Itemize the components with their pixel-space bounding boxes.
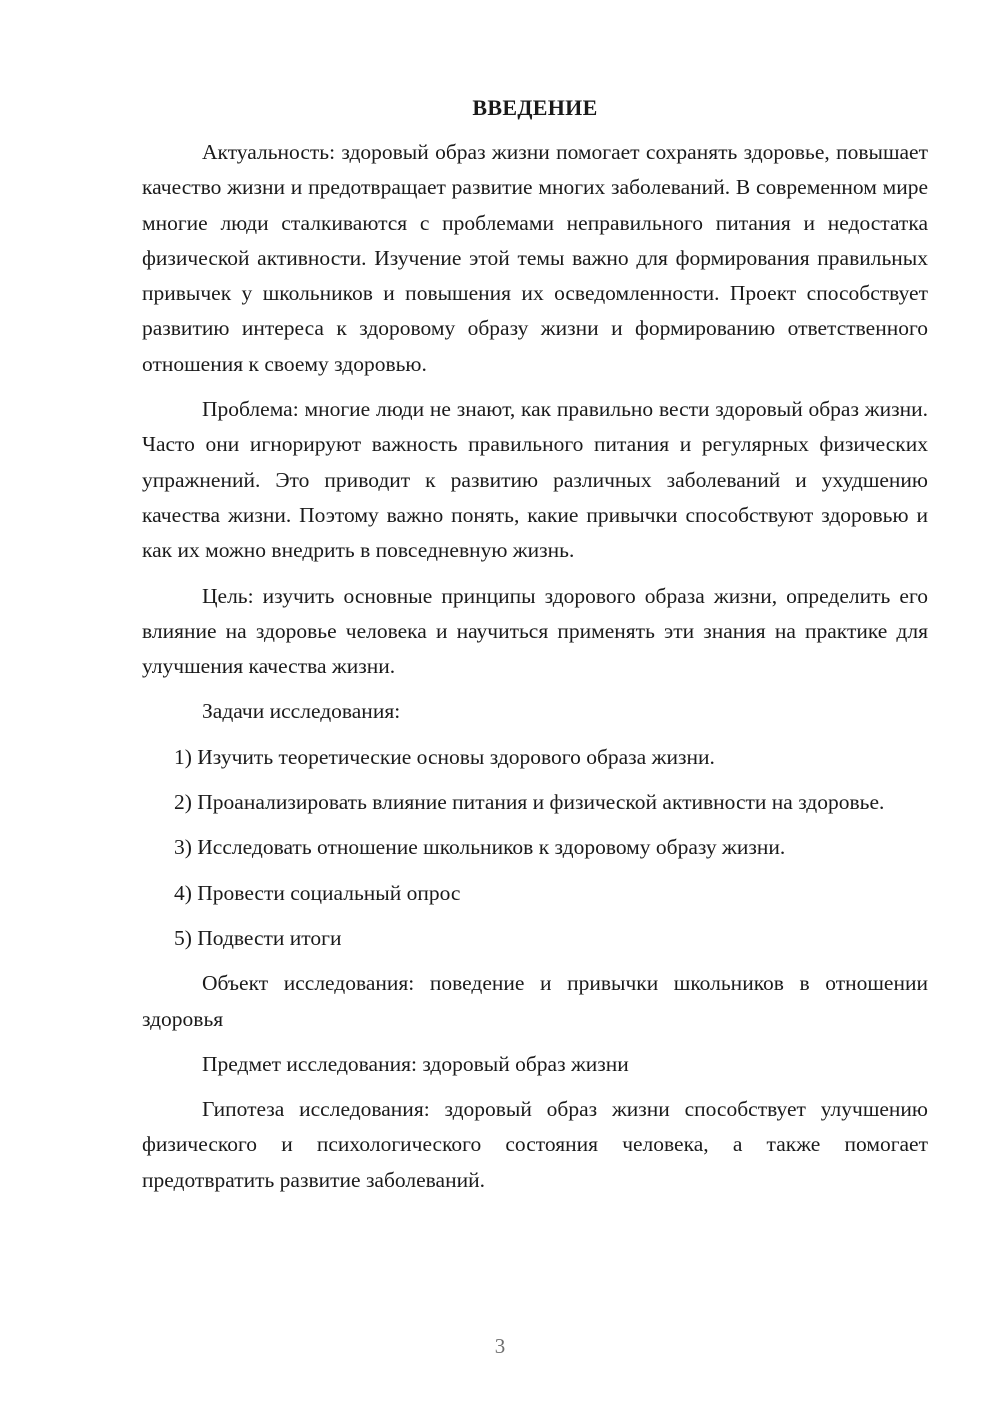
task-item-5: 5) Подвести итоги	[174, 925, 342, 950]
problem-paragraph: Проблема: многие люди не знают, как правильно вести здоровый образ жизни. Часто они игнорируют важность правильного питания и регулярных физических упражнений. Это приводит к развитию различных заболеваний и ухудшению качества жизни. Поэтому важно понять, какие привычки способствуют здоровью и как их можно внедрить в повседневную жизнь.	[142, 397, 928, 563]
task-item-4: 4) Провести социальный опрос	[174, 880, 461, 905]
page-number: 3	[494, 1334, 506, 1358]
tasks-heading: Задачи исследования:	[202, 699, 401, 724]
subject-paragraph: Предмет исследования: здоровый образ жизни	[202, 1051, 629, 1076]
document-page	[142, 90, 928, 1208]
relevance-paragraph: Актуальность: здоровый образ жизни помогает сохранять здоровье, повышает качество жизни и предотвращает развитие многих заболеваний. В современном мире многие люди сталкиваются с проблемами неправильного питания и недостатка физической активности. Изучение этой темы важно для формирования правильных привычек у школьников и повышения их осведомленности. Проект способствует развитию интереса к здоровому образу жизни и формированию ответственного отношения к своему здоровью.	[142, 140, 928, 376]
object-paragraph: Объект исследования: поведение и привычки школьников в отношении здоровья	[142, 971, 928, 1031]
section-title: ВВЕДЕНИЕ	[472, 95, 598, 120]
task-item-2: 2) Проанализировать влияние питания и физической активности на здоровье.	[174, 790, 885, 815]
hypothesis-paragraph: Гипотеза исследования: здоровый образ жизни способствует улучшению физического и психологического состояния человека, а также помогает предотвратить развитие заболеваний.	[142, 1097, 928, 1192]
task-item-1: 1) Изучить теоретические основы здорового образа жизни.	[174, 744, 715, 769]
goal-paragraph: Цель: изучить основные принципы здорового образа жизни, определить его влияние на здоровье человека и научиться применять эти знания на практике для улучшения качества жизни.	[142, 583, 928, 679]
task-item-3: 3) Исследовать отношение школьников к здоровому образу жизни.	[174, 835, 786, 860]
